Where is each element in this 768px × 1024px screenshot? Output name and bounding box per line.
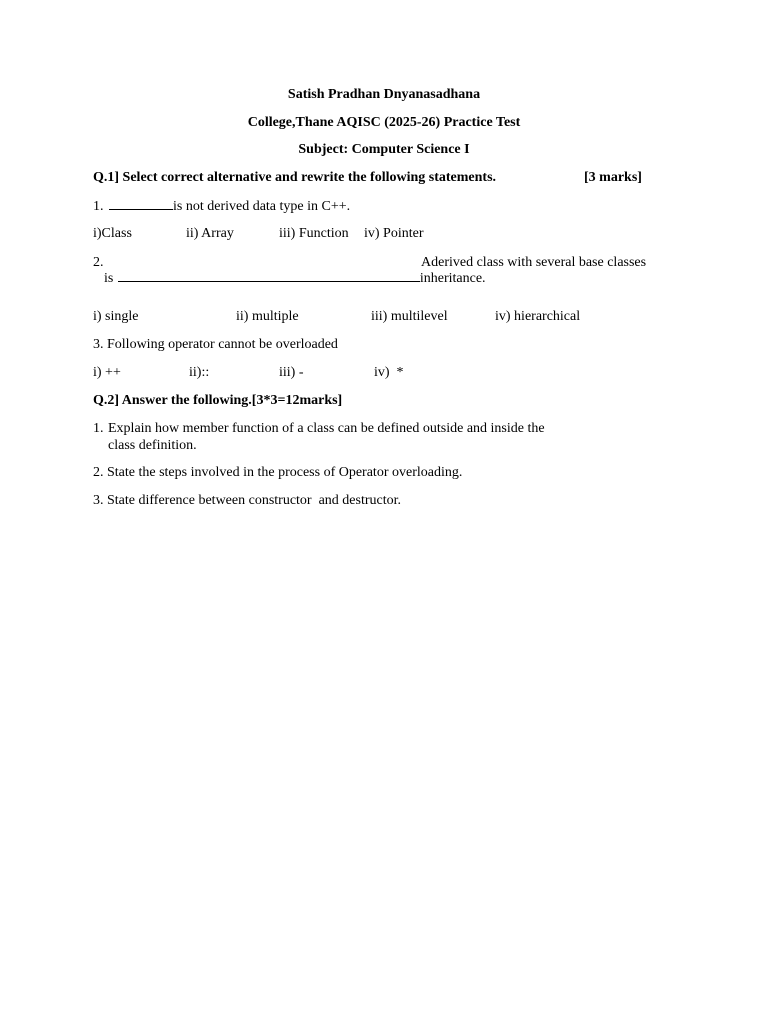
q2-item1-line2: class definition. (108, 438, 197, 453)
test-title: College,Thane AQISC (2025-26) Practice Test (247, 115, 521, 130)
q1-item1-option-2: ii) Array (186, 226, 234, 241)
q1-item2-text-a: Aderived class with several base classes (421, 255, 647, 270)
q1-item1-text: is not derived data type in C++. (173, 199, 351, 214)
institution-name: Satish Pradhan Dnyanasadhana (287, 87, 481, 102)
q2-item3: 3. State difference between constructor and destructor. (93, 493, 402, 508)
q1-item1-option-3: iii) Function (279, 226, 349, 241)
q1-item2-text-b: inheritance. (419, 271, 486, 286)
q1-item1-option-1: i)Class (93, 226, 132, 241)
q1-item1 (93, 197, 350, 215)
q1-item3-option-3: iii) - (279, 365, 304, 380)
q1-item2-option-1: i) single (93, 309, 139, 324)
q1-heading: Q.1] Select correct alternative and rewrite the following statements. (93, 170, 497, 185)
q1-item1-number: 1. (93, 199, 104, 214)
q1-item2-option-4: iv) hierarchical (495, 309, 581, 324)
q1-item1-option-4: iv) Pointer (364, 226, 424, 241)
q1-item3-option-1: i) ++ (93, 365, 121, 380)
q1-item3-text: 3. Following operator cannot be overloaded (93, 337, 338, 352)
q2-item1-number: 1. (93, 421, 104, 436)
q1-item3-option-4: iv) * (374, 365, 404, 380)
q1-item3-option-2: ii):: (189, 365, 210, 380)
q1-marks: [3 marks] (584, 170, 642, 185)
q1-item2-prefix: is (104, 271, 114, 286)
subject-title: Subject: Computer Science I (298, 142, 470, 157)
q1-item2-option-2: ii) multiple (236, 309, 299, 324)
q2-item1-line1: Explain how member function of a class can be defined outside and inside the (108, 421, 545, 436)
q1-item2-number: 2. (93, 255, 104, 270)
q2-item2: 2. State the steps involved in the process of Operator overloading. (93, 465, 463, 480)
q2-heading: Q.2] Answer the following.[3*3=12marks] (93, 393, 343, 408)
q1-item2-line2 (104, 269, 486, 287)
answer-blank (109, 197, 173, 210)
answer-blank (118, 269, 420, 282)
q1-item2-option-3: iii) multilevel (371, 309, 448, 324)
